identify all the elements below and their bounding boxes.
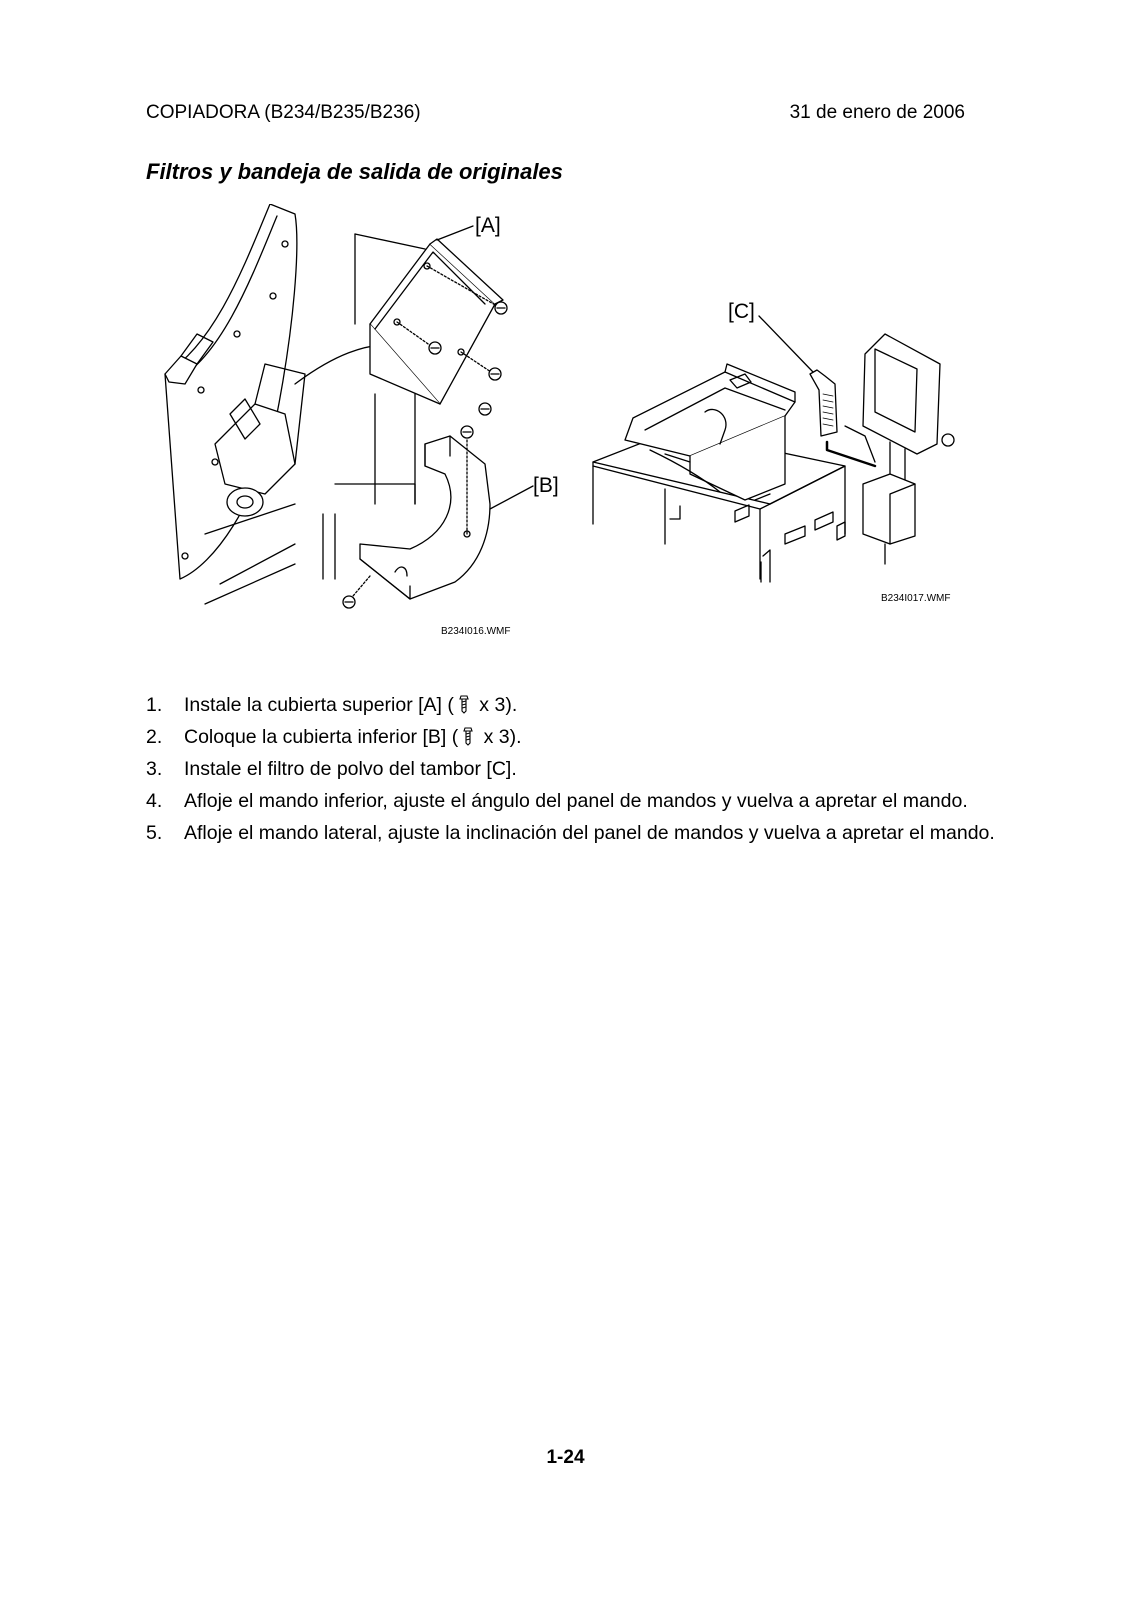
page-number: 1-24 [546, 1447, 585, 1468]
list-item [146, 820, 996, 846]
callout-a: [A] [475, 214, 501, 237]
header-date: 31 de enero de 2006 [789, 102, 965, 123]
step-text: Instale la cubierta superior [A] ( [184, 694, 454, 716]
figures-area [145, 204, 985, 664]
screw-icon [489, 368, 501, 380]
step-text-suffix: x 3). [473, 694, 518, 716]
callout-c: [C] [728, 300, 755, 323]
screw-icon [343, 596, 355, 608]
list-item [146, 724, 996, 750]
callout-b: [B] [533, 474, 559, 497]
screw-icon [456, 694, 472, 714]
left-illustration [165, 204, 533, 608]
step-text: Instale el filtro de polvo del tambor [C]. [184, 758, 517, 780]
step-text: Afloje el mando inferior, ajuste el ángulo del panel de mandos y vuelva a apretar el mando. [184, 790, 968, 812]
step-text: Afloje el mando lateral, ajuste la inclinación del panel de mandos y vuelva a apretar el mando. [184, 822, 995, 844]
list-item [146, 756, 996, 782]
step-text: Coloque la cubierta inferior [B] ( [184, 726, 459, 748]
procedure-steps [146, 692, 996, 852]
step-number: 2. [146, 726, 163, 748]
screw-icon [479, 403, 491, 415]
step-number: 4. [146, 790, 163, 812]
screw-icon [460, 726, 476, 746]
figure-caption-right: B234I017.WMF [881, 593, 951, 604]
right-illustration [593, 316, 954, 582]
step-text-suffix: x 3). [478, 726, 522, 748]
list-item [146, 788, 996, 814]
header-manual-title: COPIADORA (B234/B235/B236) [146, 102, 421, 123]
step-number: 1. [146, 694, 163, 716]
section-title: Filtros y bandeja de salida de originales [146, 159, 563, 184]
screw-icon [461, 426, 473, 438]
screw-icon [429, 342, 441, 354]
step-number: 3. [146, 758, 163, 780]
list-item [146, 692, 996, 718]
step-number: 5. [146, 822, 163, 844]
figure-caption-left: B234I016.WMF [441, 626, 511, 637]
screw-icon [495, 302, 507, 314]
